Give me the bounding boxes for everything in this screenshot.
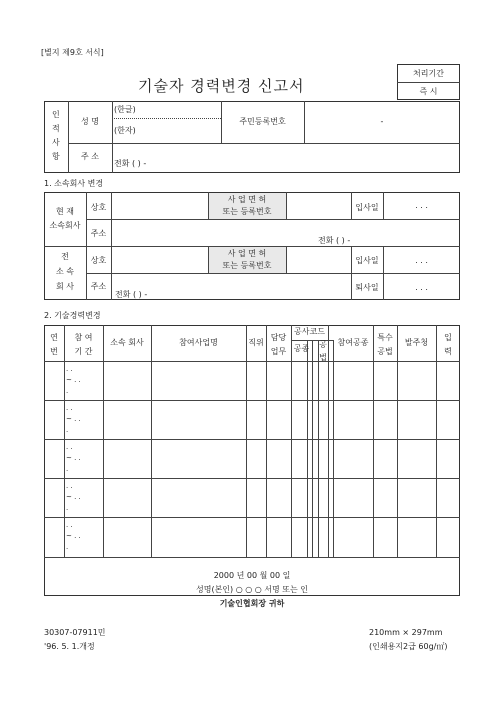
current-license-label-2: 또는 등록번호 <box>222 207 272 216</box>
processing-period-value: 즉 시 <box>419 87 438 96</box>
form-reference: [별지 제9호 서식] <box>41 48 104 57</box>
current-company-label-a: 현 재 <box>56 207 74 216</box>
signature-date[interactable]: 2000 년 00 월 00 일 <box>213 571 291 580</box>
rrn-label: 주민등록번호 <box>239 117 286 126</box>
rrn-field[interactable]: - <box>380 117 384 126</box>
previous-license-label-1: 사 업 면 허 <box>227 249 267 258</box>
section2-heading: 2. 기술경력변경 <box>44 311 101 320</box>
col-serial: 연 번 <box>50 333 58 356</box>
footer-revision: '96. 5. 1.개정 <box>44 642 95 651</box>
col-code-b: 공 법 <box>319 340 327 362</box>
personal-phone[interactable]: 전화 ( ) - <box>114 159 147 168</box>
section1-heading: 1. 소속회사 변경 <box>44 179 104 188</box>
col-code-group: 공사코드 <box>294 327 325 336</box>
current-address-label: 주소 <box>90 229 107 238</box>
personal-section-label: 인 적 사 항 <box>52 110 60 161</box>
previous-trade-label: 상호 <box>90 256 107 265</box>
col-position: 직위 <box>248 338 264 347</box>
col-client: 발주청 <box>404 338 429 347</box>
period-field[interactable]: . . ~ . . . <box>66 365 81 395</box>
name-label: 성 명 <box>81 117 99 126</box>
previous-address-label: 주소 <box>90 282 107 291</box>
previous-company-label-b: 소 속 <box>56 267 74 276</box>
period-field[interactable]: . . ~ . . . <box>66 482 81 512</box>
addressee: 기술인협회장 귀하 <box>219 599 285 608</box>
previous-company-label-c: 회 사 <box>56 282 74 291</box>
col-entry: 입 력 <box>444 333 452 356</box>
previous-license-label-2: 또는 등록번호 <box>222 261 272 270</box>
current-trade-label: 상호 <box>90 203 107 212</box>
name-hanja-field[interactable] <box>160 121 218 141</box>
period-field[interactable]: . . ~ . . . <box>66 521 81 551</box>
signature-line[interactable]: 성명(본인) ○ ○ ○ 서명 또는 인 <box>196 585 308 594</box>
col-project: 참여사업명 <box>179 338 218 347</box>
col-company: 소속 회사 <box>110 338 144 347</box>
name-hanja-label: (한자) <box>114 126 136 135</box>
footer-paper: (인쇄용지2급 60g/㎡) <box>369 642 448 651</box>
previous-company-label-a: 전 <box>61 252 69 261</box>
page-title: 기술자 경력변경 신고서 <box>138 77 305 95</box>
col-duty: 담당 업무 <box>270 333 287 356</box>
current-phone[interactable]: 전화 ( ) - <box>318 236 351 245</box>
current-license-label-1: 사 업 면 허 <box>227 195 267 204</box>
col-special: 특수 공법 <box>377 333 393 356</box>
name-korean-label: (한글) <box>114 105 136 114</box>
footer-size: 210mm × 297mm <box>369 628 443 637</box>
current-trade-field[interactable] <box>113 195 205 217</box>
period-field[interactable]: . . ~ . . . <box>66 404 81 434</box>
col-period: 참 여 기 간 <box>74 333 93 356</box>
previous-leave-field[interactable]: . . . <box>415 283 428 292</box>
previous-join-field[interactable]: . . . <box>415 256 428 265</box>
current-join-label: 입사일 <box>355 203 379 212</box>
address-label: 주 소 <box>81 152 99 161</box>
previous-join-label: 입사일 <box>355 256 379 265</box>
col-work-type: 참여공종 <box>337 338 369 347</box>
footer-code: 30307-07911민 <box>44 628 106 637</box>
previous-phone[interactable]: 전화 ( ) - <box>115 290 148 299</box>
current-join-field[interactable]: . . . <box>415 201 428 210</box>
period-field[interactable]: . . ~ . . . <box>66 443 81 473</box>
previous-trade-field[interactable] <box>113 249 205 271</box>
col-code-a: 공종 <box>293 344 310 353</box>
personal-info-table <box>44 101 460 173</box>
processing-period-label: 처리기간 <box>413 69 444 78</box>
current-company-label-b: 소속회사 <box>49 221 81 230</box>
previous-leave-label: 퇴사일 <box>355 283 379 292</box>
previous-license-field[interactable] <box>288 249 349 271</box>
name-korean-field[interactable] <box>160 103 218 116</box>
current-license-field[interactable] <box>288 195 349 217</box>
